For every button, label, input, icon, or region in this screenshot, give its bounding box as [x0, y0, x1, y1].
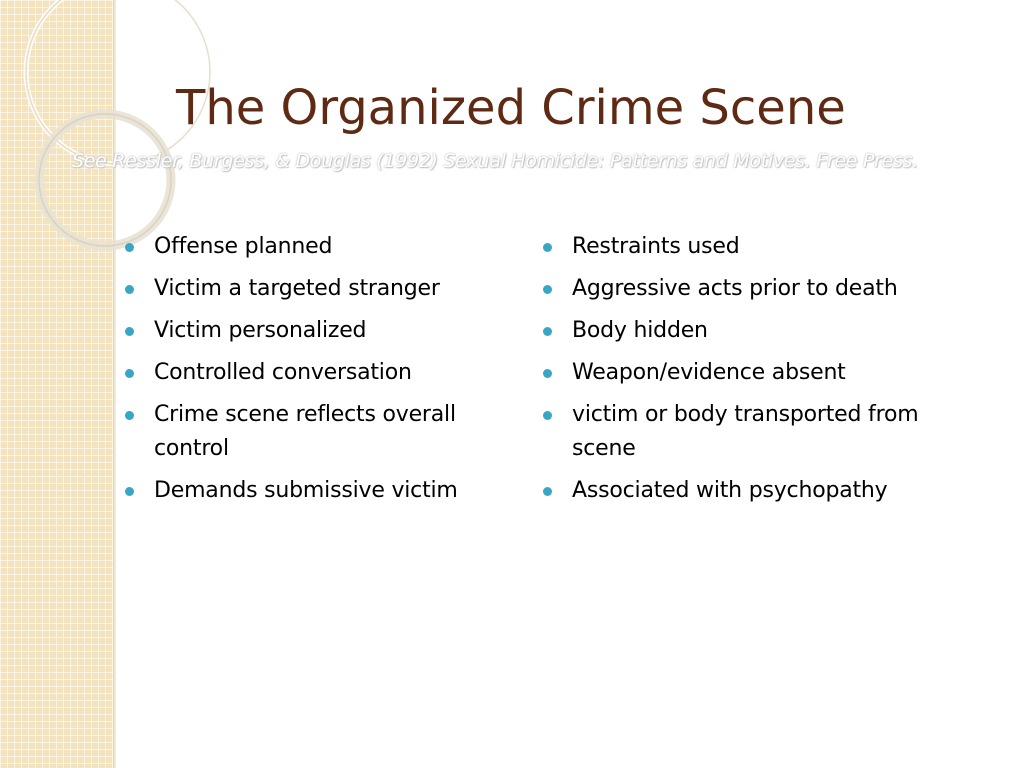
- bullet-dot-icon: [125, 369, 134, 378]
- list-item-text: Body hidden: [572, 318, 708, 343]
- bullet-dot-icon: [125, 411, 134, 420]
- bullet-dot-icon: [125, 487, 134, 496]
- list-item: [123, 356, 524, 390]
- bullet-dot-icon: [543, 243, 552, 252]
- list-item-text: Victim a targeted stranger: [154, 276, 440, 301]
- list-item: [541, 474, 952, 508]
- list-item-text: Offense planned: [154, 234, 333, 259]
- list-item: [123, 314, 524, 348]
- list-item: [123, 272, 524, 306]
- bullet-dot-icon: [125, 243, 134, 252]
- list-item-text: Victim personalized: [154, 318, 367, 343]
- list-item-text: Demands submissive victim: [154, 478, 458, 503]
- list-item-text: Controlled conversation: [154, 360, 412, 385]
- list-item-text: Associated with psychopathy: [572, 478, 888, 503]
- list-item-text: Aggressive acts prior to death: [572, 276, 898, 301]
- list-item: [541, 272, 952, 306]
- list-item: [541, 398, 952, 466]
- bullet-dot-icon: [125, 285, 134, 294]
- list-item: [541, 356, 952, 390]
- list-item: [123, 474, 524, 508]
- bullet-dot-icon: [543, 327, 552, 336]
- list-item: [541, 314, 952, 348]
- bullet-dot-icon: [543, 411, 552, 420]
- list-item-text: Weapon/evidence absent: [572, 360, 846, 385]
- bullet-list-left: [123, 230, 523, 516]
- list-item: [123, 230, 524, 264]
- bullet-dot-icon: [543, 369, 552, 378]
- bullet-dot-icon: [543, 285, 552, 294]
- slide-subtitle-citation: See Ressler, Burgess, & Douglas (1992) Sexual Homicide: Patterns and Motives. Free Press.: [72, 150, 918, 172]
- list-item-text: Crime scene reflects overall control: [154, 402, 456, 461]
- list-item: [541, 230, 952, 264]
- list-item-text: Restraints used: [572, 234, 740, 259]
- bullet-list-right: [541, 230, 941, 516]
- list-item-text: victim or body transported from scene: [572, 402, 919, 461]
- slide-title: The Organized Crime Scene: [176, 80, 846, 136]
- bullet-dot-icon: [543, 487, 552, 496]
- list-item: [123, 398, 524, 466]
- bullet-dot-icon: [125, 327, 134, 336]
